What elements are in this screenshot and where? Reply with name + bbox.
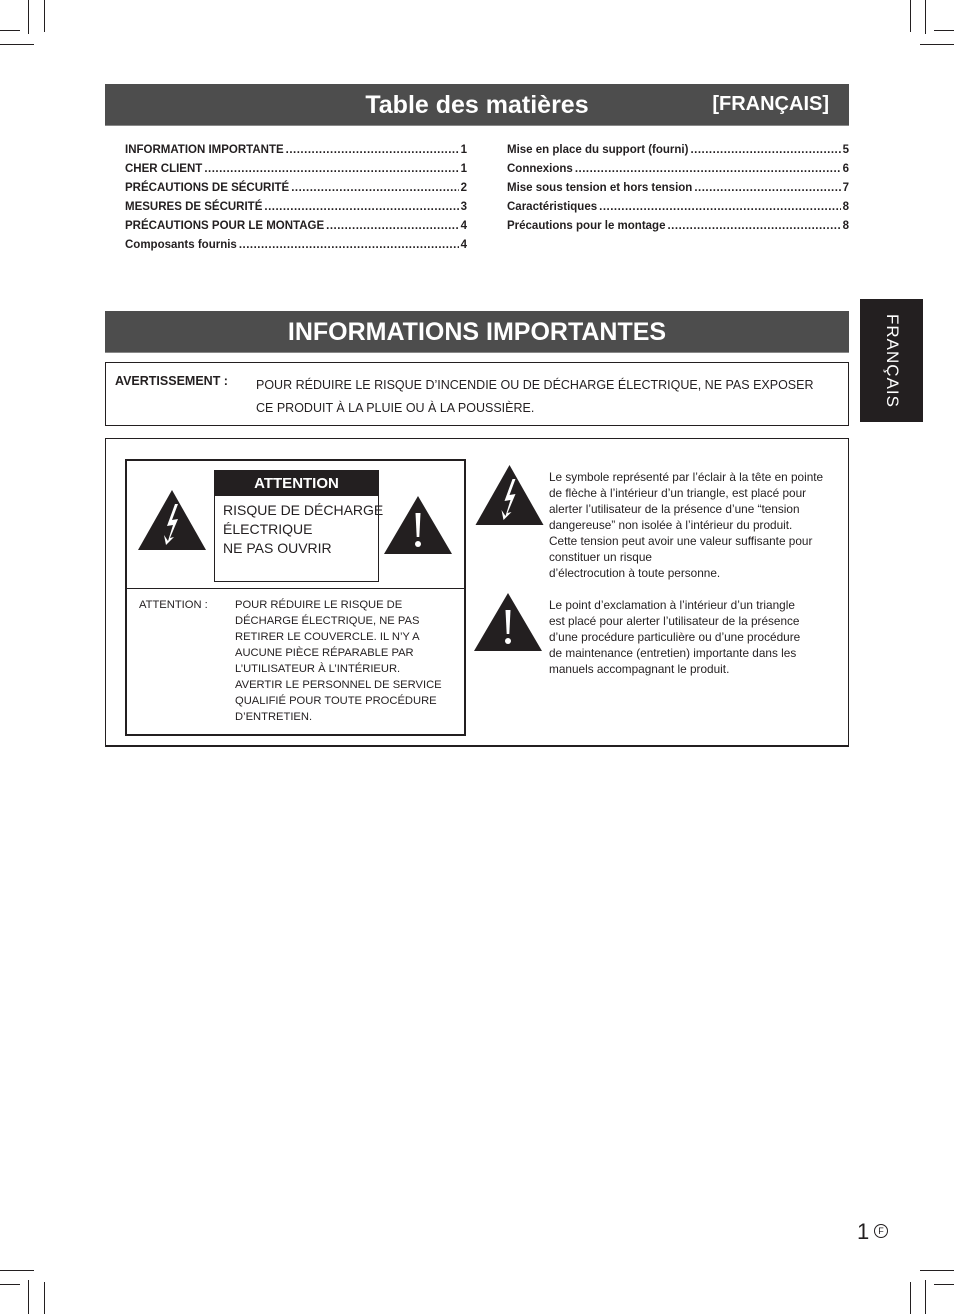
toc-leader-dots xyxy=(264,201,458,213)
caution-note-label: ATTENTION : xyxy=(139,599,208,611)
lightning-symbol-icon xyxy=(474,464,545,526)
toc-entry-label: Caractéristiques xyxy=(507,201,598,213)
caution-label-line: RISQUE DE DÉCHARGE xyxy=(223,502,384,518)
toc-right-column xyxy=(507,144,849,239)
toc-entry-label: Composants fournis xyxy=(125,239,237,251)
toc-entry-label: PRÉCAUTIONS POUR LE MONTAGE xyxy=(125,220,325,232)
toc-entry[interactable] xyxy=(507,220,849,239)
toc-entry-label: Précautions pour le montage xyxy=(507,220,666,232)
description-line: alerter l’utilisateur de la présence d’une “tension xyxy=(549,502,800,516)
toc-entry-page: 4 xyxy=(460,220,467,232)
toc-banner xyxy=(105,84,849,126)
caution-label-line: NE PAS OUVRIR xyxy=(223,540,332,556)
toc-entry[interactable] xyxy=(125,163,467,182)
description-line: Le symbole représenté par l’éclair à la tête en pointe xyxy=(549,470,824,484)
caution-note-line: POUR RÉDUIRE LE RISQUE DE xyxy=(235,599,403,611)
toc-leader-dots xyxy=(239,239,459,251)
caution-label-header: ATTENTION xyxy=(215,471,378,496)
toc-entry-label: MESURES DE SÉCURITÉ xyxy=(125,201,263,213)
description-line: constituer un risque xyxy=(549,550,652,564)
toc-leader-dots xyxy=(690,144,840,156)
caution-note-line: L’UTILISATEUR À L’INTÉRIEUR. xyxy=(235,663,401,675)
toc-entry[interactable] xyxy=(507,163,849,182)
toc-title: Table des matières xyxy=(365,91,589,119)
exclamation-warning-icon xyxy=(383,495,453,555)
toc-entry-label: PRÉCAUTIONS DE SÉCURITÉ xyxy=(125,182,290,194)
toc-entry[interactable] xyxy=(507,201,849,220)
description-line: est placé pour alerter l’utilisateur de la présence xyxy=(549,614,800,628)
page-number: 1 xyxy=(857,1219,870,1244)
toc-entry[interactable] xyxy=(125,239,467,258)
toc-entry[interactable] xyxy=(125,182,467,201)
toc-entry-page: 6 xyxy=(842,163,849,175)
caution-note-line: QUALIFIÉ POUR TOUTE PROCÉDURE xyxy=(235,695,437,707)
toc-entry[interactable] xyxy=(125,220,467,239)
toc-entry[interactable] xyxy=(507,144,849,163)
toc-entry-label: CHER CLIENT xyxy=(125,163,203,175)
description-line: de flèche à l’intérieur d’un triangle, est placé pour xyxy=(549,486,807,500)
toc-entry[interactable] xyxy=(125,144,467,163)
caution-label-line: ÉLECTRIQUE xyxy=(223,521,313,537)
description-line: d’une procédure particulière ou d’une procédure xyxy=(549,630,801,644)
toc-leader-dots xyxy=(291,182,458,194)
toc-entry-label: INFORMATION IMPORTANTE xyxy=(125,144,284,156)
warning-label: AVERTISSEMENT : xyxy=(115,374,228,388)
toc-leader-dots xyxy=(599,201,840,213)
important-title: INFORMATIONS IMPORTANTES xyxy=(287,318,667,346)
warning-box xyxy=(105,362,849,426)
caution-note-text xyxy=(235,597,442,725)
important-banner xyxy=(105,311,849,353)
page-section-marker: F xyxy=(874,1224,888,1238)
toc-entry-page: 2 xyxy=(460,182,467,194)
toc-entry-label: Mise en place du support (fourni) xyxy=(507,144,689,156)
caution-label-body xyxy=(215,496,384,558)
toc-leader-dots xyxy=(326,220,458,232)
toc-entry-page: 1 xyxy=(460,144,467,156)
toc-leader-dots xyxy=(694,182,840,194)
toc-entry[interactable] xyxy=(125,201,467,220)
caution-label xyxy=(214,470,384,582)
description-line: dangereuse” non isolée à l’intérieur du produit. xyxy=(549,518,793,532)
toc-entry-page: 3 xyxy=(460,201,467,213)
description-line: Cette tension peut avoir une valeur suffisante pour xyxy=(549,534,813,548)
description-line: de maintenance (entretien) importante dans les xyxy=(549,646,797,660)
lightning-warning-icon xyxy=(137,489,207,551)
toc-leader-dots xyxy=(575,163,841,175)
toc-entry-page: 7 xyxy=(842,182,849,194)
toc-leader-dots xyxy=(286,144,459,156)
caution-note-line: AVERTIR LE PERSONNEL DE SERVICE xyxy=(235,679,442,691)
toc-entry-label: Connexions xyxy=(507,163,573,175)
toc-entry-page: 8 xyxy=(842,220,849,232)
side-tab-label: FRANÇAIS xyxy=(882,313,902,408)
toc-left-column xyxy=(125,144,467,258)
caution-note-line: D’ENTRETIEN. xyxy=(235,711,313,723)
language-side-tab xyxy=(860,299,923,422)
description-line: manuels accompagnant le produit. xyxy=(549,662,730,676)
toc-entry-page: 5 xyxy=(842,144,849,156)
toc-entry-page: 1 xyxy=(460,163,467,175)
toc-entry[interactable] xyxy=(507,182,849,201)
toc-leader-dots xyxy=(204,163,458,175)
toc-entry-page: 8 xyxy=(842,201,849,213)
safety-symbols-box xyxy=(105,438,849,747)
exclamation-symbol-icon xyxy=(472,592,544,652)
caution-note-line: DÉCHARGE ÉLECTRIQUE, NE PAS xyxy=(235,615,420,627)
toc-entry-label: Mise sous tension et hors tension xyxy=(507,182,693,194)
lightning-symbol-description xyxy=(549,469,839,581)
warning-text: POUR RÉDUIRE LE RISQUE D’INCENDIE OU DE DÉCHARGE ÉLECTRIQUE, NE PAS EXPOSER CE PRODUIT À LA PLUIE OU À LA POUSSIÈRE. xyxy=(256,378,814,415)
description-line: d’électrocution à toute personne. xyxy=(549,566,721,580)
exclamation-symbol-description xyxy=(549,597,839,677)
caution-panel xyxy=(125,459,466,736)
caution-note-line: RETIRER LE COUVERCLE. IL N’Y A xyxy=(235,631,420,643)
description-line: Le point d’exclamation à l’intérieur d’un triangle xyxy=(549,598,795,612)
language-label: [FRANÇAIS] xyxy=(712,93,829,115)
caution-note xyxy=(127,589,464,729)
caution-note-line: AUCUNE PIÈCE RÉPARABLE PAR xyxy=(235,647,414,659)
toc-leader-dots xyxy=(667,220,840,232)
toc-entry-page: 4 xyxy=(460,239,467,251)
